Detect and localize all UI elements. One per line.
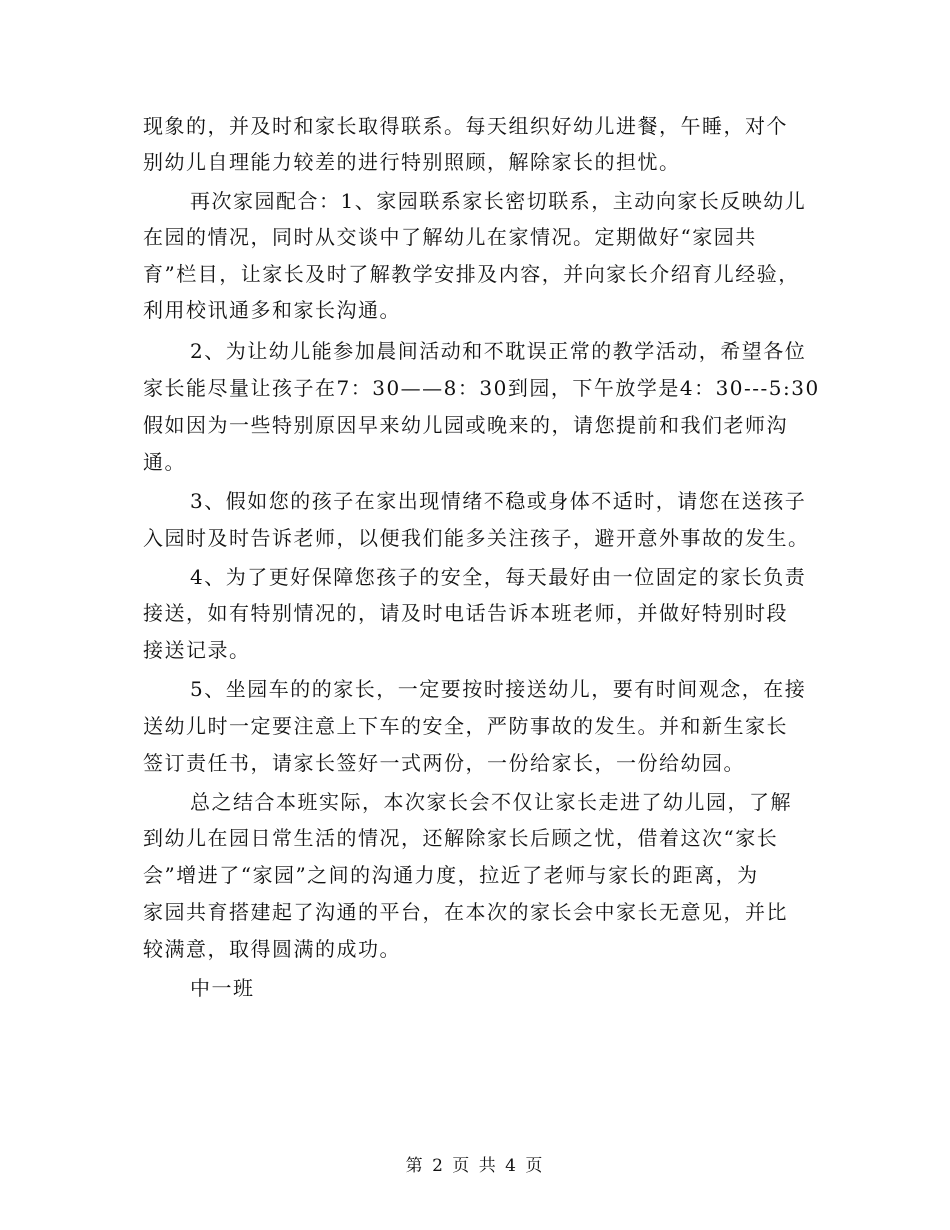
text-line: 3、假如您的孩子在家出现情绪不稳或身体不适时，请您在送孩子 bbox=[190, 489, 807, 513]
text-line: 5、坐园车的的家长，一定要按时接送幼儿，要有时间观念，在接 bbox=[190, 677, 807, 701]
text-line: 总之结合本班实际，本次家长会不仅让家长走进了幼儿园，了解 bbox=[190, 790, 792, 814]
text-line: 到幼儿在园日常生活的情况，还解除家长后顾之忧，借着这次“家长 bbox=[143, 826, 779, 850]
text-line: 接送记录。 bbox=[143, 638, 251, 662]
text-line: 签订责任书，请家长签好一式两份，一份给家长，一份给幼园。 bbox=[143, 751, 745, 775]
text-line: 家园共育搭建起了沟通的平台，在本次的家长会中家长无意见，并比 bbox=[143, 900, 788, 924]
text-line: 别幼儿自理能力较差的进行特别照顾，解除家长的担忧。 bbox=[143, 150, 681, 174]
signature-class: 中一班 bbox=[190, 976, 255, 1000]
text-line: 接送，如有特别情况的，请及时电话告诉本班老师，并做好特别时段 bbox=[143, 601, 788, 625]
text-line: 通。 bbox=[143, 450, 186, 474]
text-line: 会”增进了“家园”之间的沟通力度，拉近了老师与家长的距离，为 bbox=[143, 863, 759, 887]
text-line: 入园时及时告诉老师，以便我们能多关注孩子，避开意外事故的发生。 bbox=[143, 526, 810, 550]
text-line: 较满意，取得圆满的成功。 bbox=[143, 937, 401, 961]
text-line: 家长能尽量让孩子在7：30——8：30到园，下午放学是4：30---5:30 bbox=[143, 376, 820, 400]
text-line: 育”栏目，让家长及时了解教学安排及内容，并向家长介绍育儿经验， bbox=[143, 262, 800, 286]
text-line: 在园的情况，同时从交谈中了解幼儿在家情况。定期做好“家园共 bbox=[143, 225, 757, 249]
text-line: 4、为了更好保障您孩子的安全，每天最好由一位固定的家长负责 bbox=[190, 565, 807, 589]
text-line: 利用校讯通多和家长沟通。 bbox=[143, 298, 401, 322]
text-line: 送幼儿时一定要注意上下车的安全，严防事故的发生。并和新生家长 bbox=[143, 714, 788, 738]
page-number: 第 2 页 共 4 页 bbox=[405, 1156, 545, 1176]
text-line: 再次家园配合：1、家园联系家长密切联系，主动向家长反映幼儿 bbox=[190, 189, 807, 213]
text-line: 2、为让幼儿能参加晨间活动和不耽误正常的教学活动，希望各位 bbox=[190, 339, 807, 363]
text-line: 现象的，并及时和家长取得联系。每天组织好幼儿进餐，午睡，对个 bbox=[143, 114, 788, 138]
text-line: 假如因为一些特别原因早来幼儿园或晚来的，请您提前和我们老师沟 bbox=[143, 413, 788, 437]
